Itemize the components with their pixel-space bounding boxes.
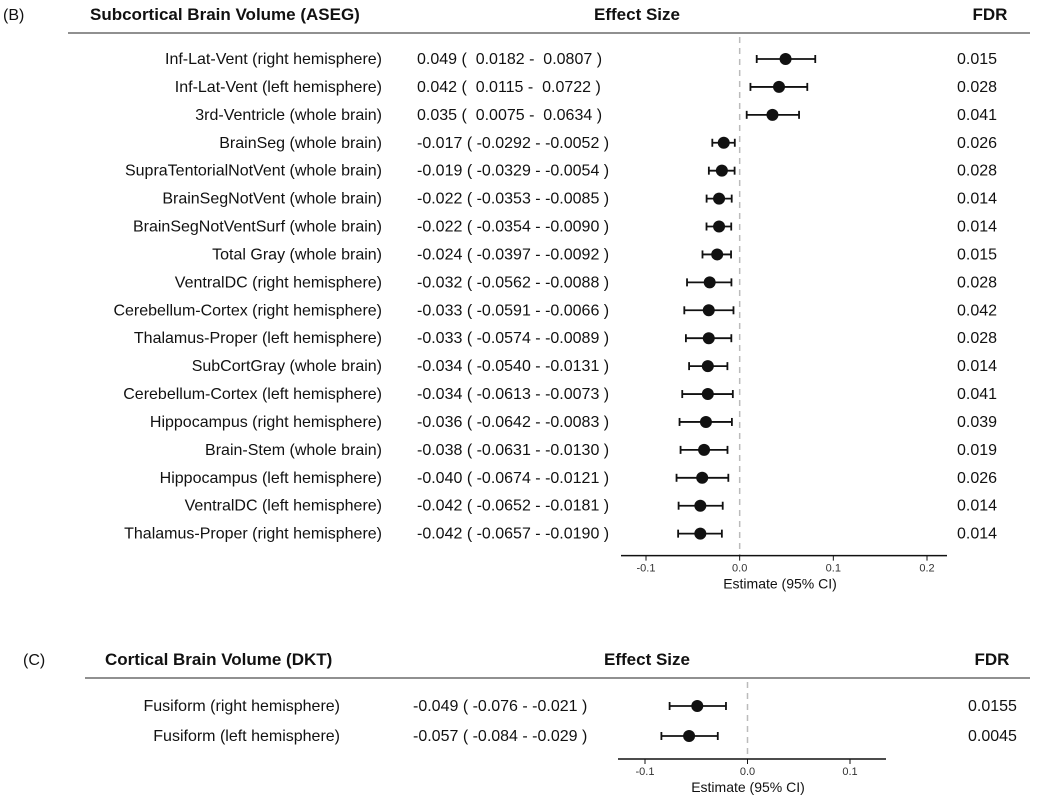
- row-fdr-value: 0.039: [957, 413, 998, 431]
- row-estimate-ci-text: 0.049 ( 0.0182 - 0.0807 ): [417, 51, 603, 68]
- effect-size-header: Effect Size: [604, 650, 690, 669]
- point-estimate: [702, 360, 714, 372]
- row-fdr-value: 0.015: [957, 51, 998, 68]
- row-estimate-ci-text: -0.057 ( -0.084 - -0.029 ): [413, 728, 588, 745]
- panel-label: (C): [23, 652, 46, 669]
- point-estimate: [694, 500, 706, 512]
- fdr-header: FDR: [974, 650, 1010, 669]
- panel-title: Cortical Brain Volume (DKT): [105, 650, 333, 669]
- row-fdr-value: 0.014: [957, 218, 998, 236]
- point-estimate: [696, 472, 708, 484]
- row-estimate-ci-text: -0.022 ( -0.0354 - -0.0090 ): [417, 218, 610, 236]
- point-estimate: [766, 109, 778, 121]
- row-fdr-value: 0.015: [957, 246, 998, 264]
- row-estimate-ci-text: -0.038 ( -0.0631 - -0.0130 ): [417, 441, 610, 459]
- row-estimate-ci-text: -0.024 ( -0.0397 - -0.0092 ): [417, 246, 610, 264]
- fdr-header: FDR: [972, 5, 1008, 24]
- row-estimate-ci-text: -0.042 ( -0.0652 - -0.0181 ): [417, 497, 610, 515]
- row-label: SupraTentorialNotVent (whole brain): [124, 162, 382, 180]
- row-fdr-value: 0.028: [957, 274, 998, 292]
- row-fdr-value: 0.026: [957, 134, 998, 152]
- row-label: VentralDC (left hemisphere): [184, 497, 382, 515]
- row-estimate-ci-text: -0.049 ( -0.076 - -0.021 ): [413, 698, 588, 715]
- point-estimate: [703, 304, 715, 316]
- x-tick-label: -0.1: [636, 562, 656, 575]
- row-fdr-value: 0.014: [957, 525, 998, 543]
- point-estimate: [683, 730, 695, 742]
- row-label: Fusiform (left hemisphere): [153, 728, 340, 745]
- row-estimate-ci-text: -0.034 ( -0.0613 - -0.0073 ): [417, 386, 610, 404]
- x-tick-label: 0.0: [732, 562, 748, 575]
- point-estimate: [704, 276, 716, 288]
- x-tick-label: -0.1: [635, 766, 655, 778]
- row-label: BrainSeg (whole brain): [219, 134, 382, 152]
- row-label: Hippocampus (right hemisphere): [149, 413, 382, 431]
- row-fdr-value: 0.019: [957, 441, 998, 459]
- point-estimate: [713, 221, 725, 233]
- row-label: BrainSegNotVent (whole brain): [162, 190, 382, 208]
- point-estimate: [703, 332, 715, 344]
- row-fdr-value: 0.042: [957, 302, 998, 320]
- row-fdr-value: 0.041: [957, 106, 998, 124]
- row-fdr-value: 0.028: [957, 330, 998, 348]
- row-estimate-ci-text: -0.032 ( -0.0562 - -0.0088 ): [417, 274, 610, 292]
- row-fdr-value: 0.0045: [968, 728, 1017, 745]
- point-estimate: [702, 388, 714, 400]
- point-estimate: [691, 700, 703, 712]
- row-label: BrainSegNotVentSurf (whole brain): [132, 218, 382, 236]
- point-estimate: [694, 528, 706, 540]
- x-tick-label: 0.0: [739, 766, 756, 778]
- row-fdr-value: 0.028: [957, 162, 998, 180]
- row-estimate-ci-text: -0.040 ( -0.0674 - -0.0121 ): [417, 469, 610, 487]
- point-estimate: [713, 193, 725, 205]
- row-label: VentralDC (right hemisphere): [174, 274, 382, 292]
- point-estimate: [711, 248, 723, 260]
- row-label: Cerebellum-Cortex (right hemisphere): [113, 302, 382, 320]
- row-estimate-ci-text: -0.033 ( -0.0574 - -0.0089 ): [417, 330, 610, 348]
- point-estimate: [698, 444, 710, 456]
- row-estimate-ci-text: -0.033 ( -0.0591 - -0.0066 ): [417, 302, 610, 320]
- row-estimate-ci-text: -0.036 ( -0.0642 - -0.0083 ): [417, 413, 610, 431]
- x-tick-label: 0.1: [842, 766, 858, 778]
- row-estimate-ci-text: 0.035 ( 0.0075 - 0.0634 ): [417, 106, 603, 124]
- point-estimate: [716, 165, 728, 177]
- row-estimate-ci-text: -0.022 ( -0.0353 - -0.0085 ): [417, 190, 610, 208]
- row-label: Inf-Lat-Vent (left hemisphere): [174, 78, 382, 96]
- x-tick-label: 0.2: [919, 562, 935, 575]
- row-label: SubCortGray (whole brain): [191, 358, 382, 376]
- row-fdr-value: 0.026: [957, 469, 998, 487]
- row-label: Thalamus-Proper (right hemisphere): [124, 525, 382, 543]
- x-tick-label: 0.1: [825, 562, 841, 575]
- effect-size-header: Effect Size: [594, 5, 680, 24]
- row-label: 3rd-Ventricle (whole brain): [195, 106, 382, 124]
- row-label: Hippocampus (left hemisphere): [159, 469, 382, 487]
- row-fdr-value: 0.028: [957, 78, 998, 96]
- row-label: Cerebellum-Cortex (left hemisphere): [123, 386, 382, 404]
- point-estimate: [773, 81, 785, 93]
- x-axis-label: Estimate (95% CI): [723, 575, 837, 592]
- row-estimate-ci-text: -0.034 ( -0.0540 - -0.0131 ): [417, 358, 610, 376]
- row-estimate-ci-text: -0.019 ( -0.0329 - -0.0054 ): [417, 162, 610, 180]
- row-fdr-value: 0.014: [957, 358, 998, 376]
- row-estimate-ci-text: -0.042 ( -0.0657 - -0.0190 ): [417, 525, 610, 543]
- row-label: Fusiform (right hemisphere): [143, 698, 340, 715]
- x-axis-label: Estimate (95% CI): [691, 779, 805, 795]
- point-estimate: [700, 416, 712, 428]
- panel-title: Subcortical Brain Volume (ASEG): [90, 5, 360, 24]
- row-label: Total Gray (whole brain): [212, 246, 382, 264]
- row-fdr-value: 0.014: [957, 190, 998, 208]
- row-estimate-ci-text: 0.042 ( 0.0115 - 0.0722 ): [417, 78, 601, 96]
- row-label: Inf-Lat-Vent (right hemisphere): [165, 51, 382, 68]
- row-label: Thalamus-Proper (left hemisphere): [133, 330, 382, 348]
- row-fdr-value: 0.014: [957, 497, 998, 515]
- row-fdr-value: 0.0155: [968, 698, 1017, 715]
- row-estimate-ci-text: -0.017 ( -0.0292 - -0.0052 ): [417, 134, 610, 152]
- point-estimate: [780, 53, 792, 65]
- point-estimate: [718, 137, 730, 149]
- panel-label: (B): [3, 7, 25, 24]
- row-label: Brain-Stem (whole brain): [205, 441, 382, 459]
- row-fdr-value: 0.041: [957, 386, 998, 404]
